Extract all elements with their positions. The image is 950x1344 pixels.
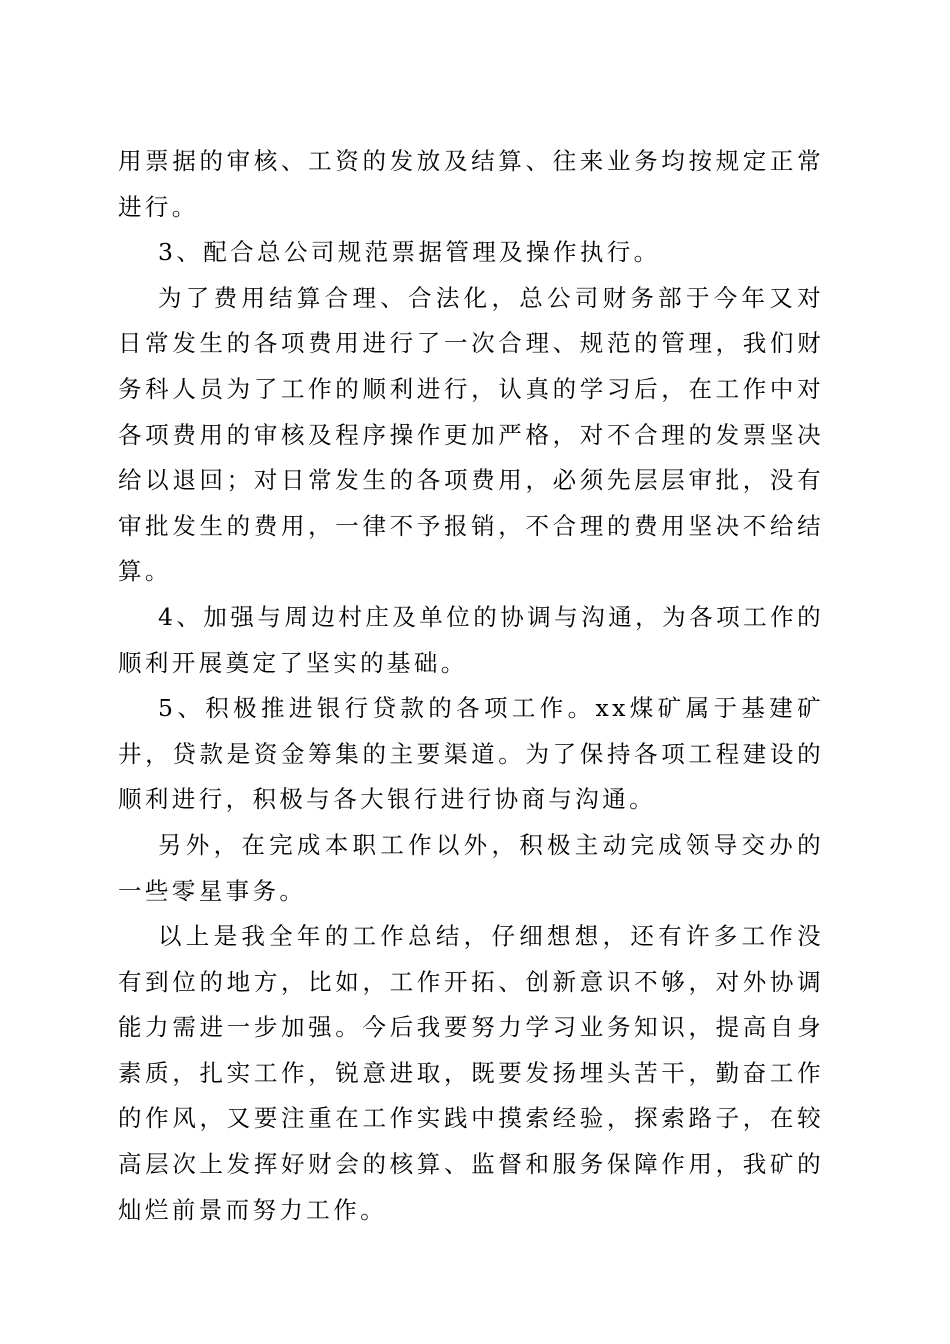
paragraph-6: 另外，在完成本职工作以外，积极主动完成领导交办的一些零星事务。: [118, 830, 824, 905]
paragraph-2: 3、配合总公司规范票据管理及操作执行。: [158, 238, 661, 267]
paragraph-1: 用票据的审核、工资的发放及结算、往来业务均按规定正常进行。: [118, 147, 824, 221]
paragraph-4: 4、加强与周边村庄及单位的协调与沟通，为各项工作的顺利开展奠定了坚实的基础。: [118, 602, 824, 677]
paragraph-5: 5、积极推进银行贷款的各项工作。xx煤矿属于基建矿井，贷款是资金筹集的主要渠道。为了保持各项工程建设的顺利进行，积极与各大银行进行协商与沟通。: [118, 694, 824, 814]
document-body: [118, 139, 824, 1233]
paragraph-7: 以上是我全年的工作总结，仔细想想，还有许多工作没有到位的地方，比如，工作开拓、创新意识不够，对外协调能力需进一步加强。今后我要努力学习业务知识，提高自身素质，扎实工作，锐意进取，既要发扬埋头苦干，勤奋工作的作风，又要注重在工作实践中摸索经验，探索路子，在较高层次上发挥好财会的核算、监督和服务保障作用，我矿的灿烂前景而努力工作。: [118, 922, 824, 1224]
paragraph-3: 为了费用结算合理、合法化，总公司财务部于今年又对日常发生的各项费用进行了一次合理、规范的管理，我们财务科人员为了工作的顺利进行，认真的学习后，在工作中对各项费用的审核及程序操作更加严格，对不合理的发票坚决给以退回；对日常发生的各项费用，必须先层层审批，没有审批发生的费用，一律不予报销，不合理的费用坚决不给结算。: [118, 283, 824, 586]
